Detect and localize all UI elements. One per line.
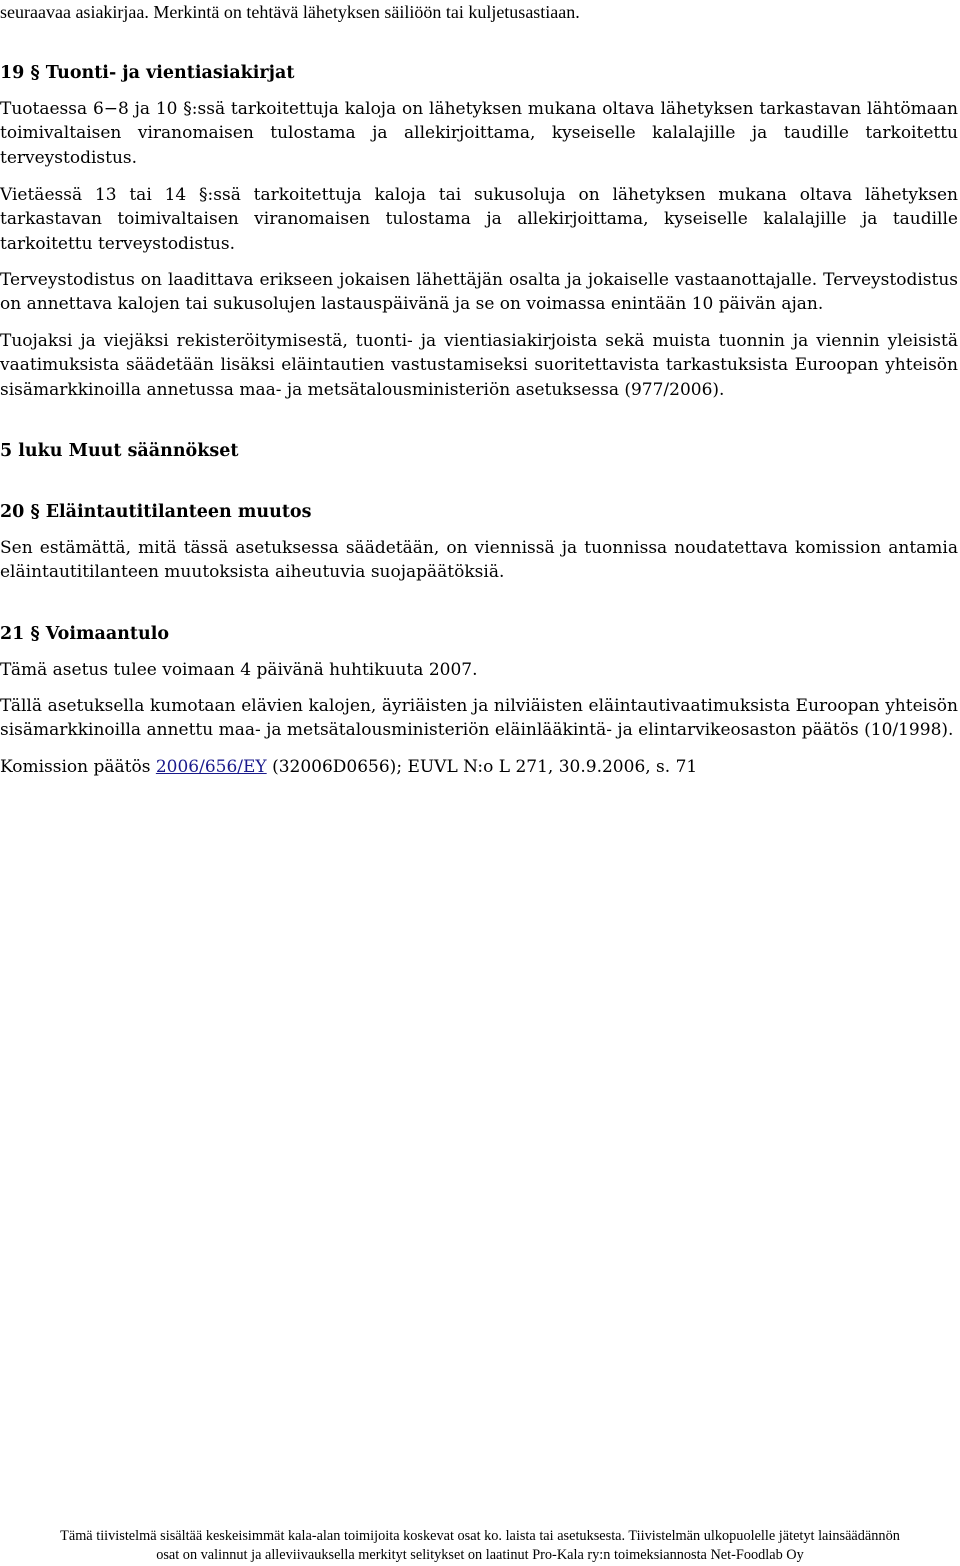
section-20-paragraph-1: Sen estämättä, mitä tässä asetuksessa säädetään, on viennissä ja tuonnissa noudatettava komission antamia eläintautitilanteen muutoksista aiheutuvia suojapäätöksiä. [0, 538, 958, 583]
commission-decision-reference [0, 755, 958, 779]
chapter-5-heading: 5 luku Muut säännökset [0, 441, 239, 461]
page-footer [0, 1527, 960, 1565]
section-21-paragraph-2: Tällä asetuksella kumotaan elävien kalojen, äyriäisten ja nilviäisten eläintautivaatimuksista Euroopan yhteisön sisämarkkinoilla annettu maa- ja metsätalousministeriön eläinlääkintä- ja elintarvikeosaston päätös (10/1998). [0, 696, 958, 741]
decision-link[interactable]: 2006/656/EY [155, 757, 267, 777]
section-21-heading: 21 § Voimaantulo [0, 624, 170, 644]
section-19-paragraph-2: Vietäessä 13 tai 14 §:ssä tarkoitettuja kaloja tai sukusoluja on lähetyksen mukana oltava lähetyksen tarkastavan toimivaltaisen viranomaisen tulostama ja allekirjoittama, kyseiselle kalalajille ja taudille tarkoitettu terveystodistus. [0, 185, 958, 254]
section-20-heading: 20 § Eläintautitilanteen muutos [0, 502, 312, 522]
reference-prefix: Komission päätös [0, 757, 156, 777]
footer-line-2: osat on valinnut ja alleviivauksella merkityt selitykset on laatinut Pro-Kala ry:n toimeksiannosta Net-Foodlab Oy [156, 1547, 804, 1563]
reference-suffix: (32006D0656); EUVL N:o L 271, 30.9.2006, s. 71 [266, 757, 698, 777]
section-19-heading: 19 § Tuonti- ja vientiasiakirjat [0, 63, 295, 83]
section-19-paragraph-4: Tuojaksi ja viejäksi rekisteröitymisestä, tuonti- ja vientiasiakirjoista sekä muista tuonnin ja viennin yleisistä vaatimuksista säädetään lisäksi eläintautien vastustamiseksi suoritettavista tarkastuksista Euroopan yhteisön sisämarkkinoilla annetussa maa- ja metsätalousministeriön asetuksessa (977/2006). [0, 331, 958, 400]
continuation-text: seuraavaa asiakirjaa. Merkintä on tehtävä lähetyksen säiliöön tai kuljetusastiaan. [0, 2, 580, 22]
footer-line-1: Tämä tiivistelmä sisältää keskeisimmät kala-alan toimijoita koskevat osat ko. laista tai asetuksesta. Tiivistelmän ulkopuolelle jätetyt lainsäädännön [60, 1528, 900, 1544]
section-21-paragraph-1: Tämä asetus tulee voimaan 4 päivänä huhtikuuta 2007. [0, 660, 478, 680]
section-19-paragraph-3: Terveystodistus on laadittava erikseen jokaisen lähettäjän osalta ja jokaiselle vastaanottajalle. Terveystodistus on annettava kalojen tai sukusolujen lastauspäivänä ja se on voimassa enintään 10 päivän ajan. [0, 270, 958, 315]
section-19-paragraph-1: Tuotaessa 6−8 ja 10 §:ssä tarkoitettuja kaloja on lähetyksen mukana oltava lähetyksen tarkastavan lähtömaan toimivaltaisen viranomaisen tulostama ja allekirjoittama, kyseiselle kalalajille ja taudille tarkoitettu terveystodistus. [0, 99, 958, 168]
